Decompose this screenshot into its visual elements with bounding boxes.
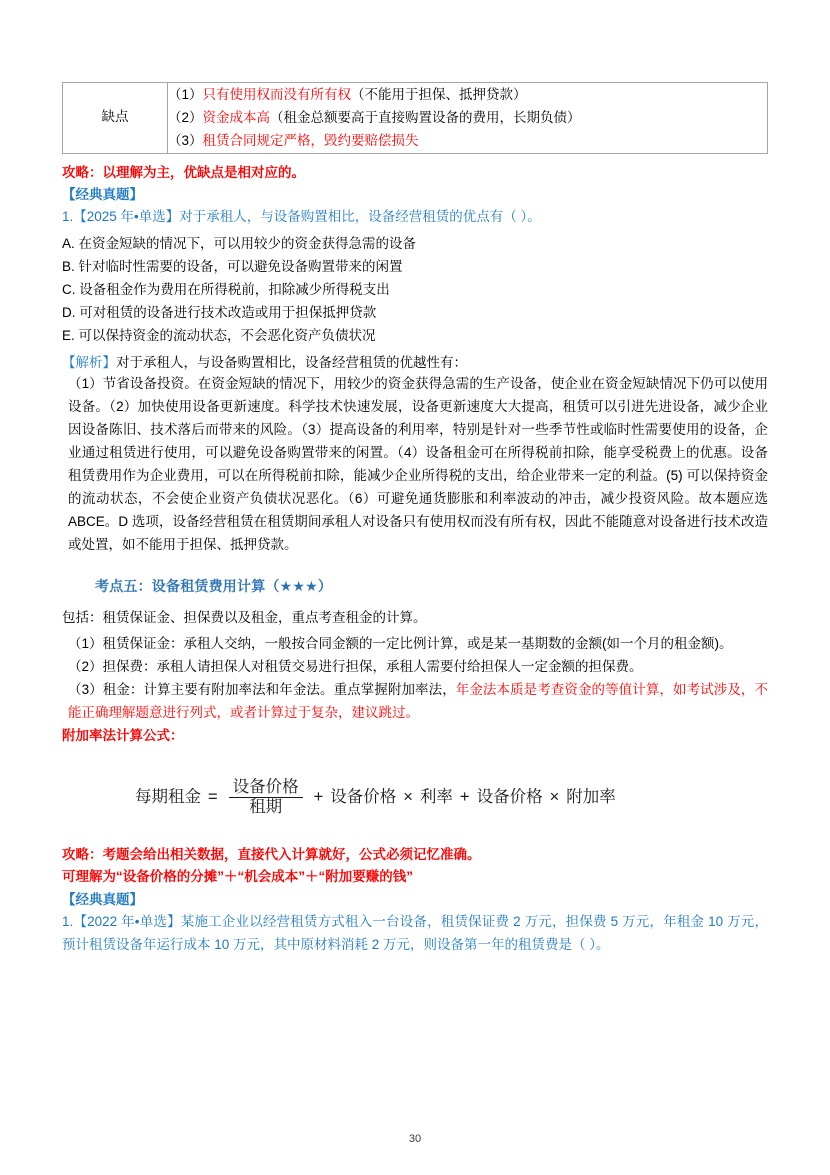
item-number: （2）: [168, 110, 203, 126]
item-highlight: 租赁合同规定严格，毁约要赔偿损失: [202, 133, 419, 149]
strategy-note-1: 攻略：以理解为主，优缺点是相对应的。: [62, 164, 305, 180]
question-1-option-a: A. 在资金短缺的情况下，可以用较少的资金获得急需的设备: [62, 235, 417, 251]
kaodian-item-2: （2）担保费：承租人请担保人对租赁交易进行担保，承租人需要付给担保人一定金额的担保费。: [68, 659, 643, 675]
question-2-stem: 1.【2022 年•单选】某施工企业以经营租赁方式租入一台设备，租赁保证费 2 万元，担保费 5 万元，年租金 10 万元，预计租赁设备年运行成本 10 万元，其中原材料消耗 2 万元，则设备第一年的租赁费是（ ）。: [62, 914, 768, 952]
formula-plus-2: +: [459, 788, 470, 807]
formula-term3-b: 附加率: [566, 788, 616, 807]
table-row-label: 缺点: [63, 83, 168, 154]
table-items-cell: [168, 83, 768, 154]
analysis-lead: [62, 352, 768, 374]
strategy-note-2: 攻略：考题会给出相关数据，直接代入计算就好，公式必须记忆准确。: [62, 846, 481, 862]
formula-lhs: 每期租金: [135, 788, 201, 807]
drawbacks-table: [62, 82, 768, 154]
formula-term2-a: 设备价格: [330, 788, 397, 807]
classic-question-tag-1: 【经典真题】: [62, 187, 143, 203]
analysis-tag: 【解析】: [62, 354, 116, 370]
kaodian-intro: 包括：租赁保证金、担保费以及租金，重点考查租金的计算。: [62, 610, 427, 626]
item-number: （3）: [168, 133, 203, 149]
item-highlight: 只有使用权而没有所有权: [202, 87, 352, 102]
formula-fraction: [229, 779, 303, 816]
analysis-lead-text: 对于承租人，与设备购置相比，设备经营租赁的优越性有：: [116, 354, 467, 370]
formula-term2-b: 利率: [419, 788, 453, 807]
section-heading-kaodian-5: 考点五：设备租赁费用计算（★★★）: [95, 577, 333, 594]
item-3-black-text: （3）租金：计算主要有附加率法和年金法。重点掌握附加率法，: [68, 682, 456, 698]
fraction-numerator: 设备价格: [232, 778, 299, 797]
item-highlight: 资金成本高: [202, 110, 271, 126]
fraction-denominator: 租期: [249, 798, 283, 817]
page-content: [62, 82, 768, 956]
question-1-option-c: C. 设备租金作为费用在所得税前，扣除减少所得税支出: [62, 281, 390, 297]
item-rest: （租金总额要高于直接购置设备的费用，长期负债）: [270, 110, 581, 126]
formula-plus-1: +: [313, 788, 324, 807]
list-item: [168, 106, 767, 129]
question-1-option-b: B. 针对临时性需要的设备，可以避免设备购置带来的闲置: [62, 258, 403, 274]
list-item: [168, 129, 767, 152]
formula-expression: [134, 779, 617, 816]
formula-equals: =: [208, 788, 218, 807]
strategy-note-3: 可理解为“设备价格的分摊”＋“机会成本”＋“附加要赚的钱”: [62, 869, 413, 885]
question-1-stem: 1.【2025 年•单选】对于承租人，与设备购置相比，设备经营租赁的优点有（ ）。: [62, 209, 541, 225]
kaodian-item-1: （1）租赁保证金：承租人交纳，一般按合同金额的一定比例计算，或是某一基期数的金额(如一个月的租金额)。: [68, 636, 733, 652]
classic-question-tag-2: 【经典真题】: [62, 891, 143, 907]
rental-fee-formula: [62, 779, 768, 816]
table-row: [63, 83, 768, 154]
question-1-option-e: E. 可以保持资金的流动状态，不会恶化资产负债状况: [62, 327, 376, 343]
kaodian-item-3: [62, 679, 768, 725]
item-3-red-text: 年金法本质是考查资金的等值计算，如考试涉及，不能正确理解题意进行列式，或者计算过于复杂，建议跳过。: [68, 682, 768, 720]
question-1-option-d: D. 可对租赁的设备进行技术改造或用于担保抵押贷款: [62, 304, 377, 320]
formula-title: 附加率法计算公式：: [62, 727, 184, 743]
item-rest: （不能用于担保、抵押贷款）: [351, 87, 527, 102]
formula-times-1: ×: [403, 788, 413, 807]
formula-times-2: ×: [549, 788, 560, 807]
page-number: 30: [408, 1133, 422, 1145]
analysis-body: （1）节省设备投资。在资金短缺的情况下，用较少的资金获得急需的生产设备，使企业在资金短缺情况下仍可以使用设备。（2）加快使用设备更新速度。科学技术快速发展，设备更新速度大大提高，租赁可以引进先进设备，减少企业因设备陈旧、技术落后而带来的风险。（3）提高设备的利用率，特别是针对一些季节性或临时性需要使用的设备，企业通过租赁进行使用，可以避免设备购置带来的闲置。（4）设备租金可在所得税前扣除，能享受税费上的优惠。设备租赁费用作为企业费用，可以在所得税前扣除，能减少企业所得税的支出，给企业带来一定的利益。(5) 可以保持资金的流动状态，不会使企业资产负债状况恶化。（6）可避免通货膨胀和利率波动的冲击，减少投资风险。故本题应选 ABCE。D 选项，设备经营租赁在租赁期间承租人对设备只有使用权而没有所有权，因此不能随意对设备进行技术改造或处置，如不能用于担保、抵押贷款。: [68, 376, 768, 552]
item-number: （1）: [168, 87, 203, 102]
formula-term3-a: 设备价格: [476, 788, 543, 807]
list-item: [168, 83, 767, 106]
